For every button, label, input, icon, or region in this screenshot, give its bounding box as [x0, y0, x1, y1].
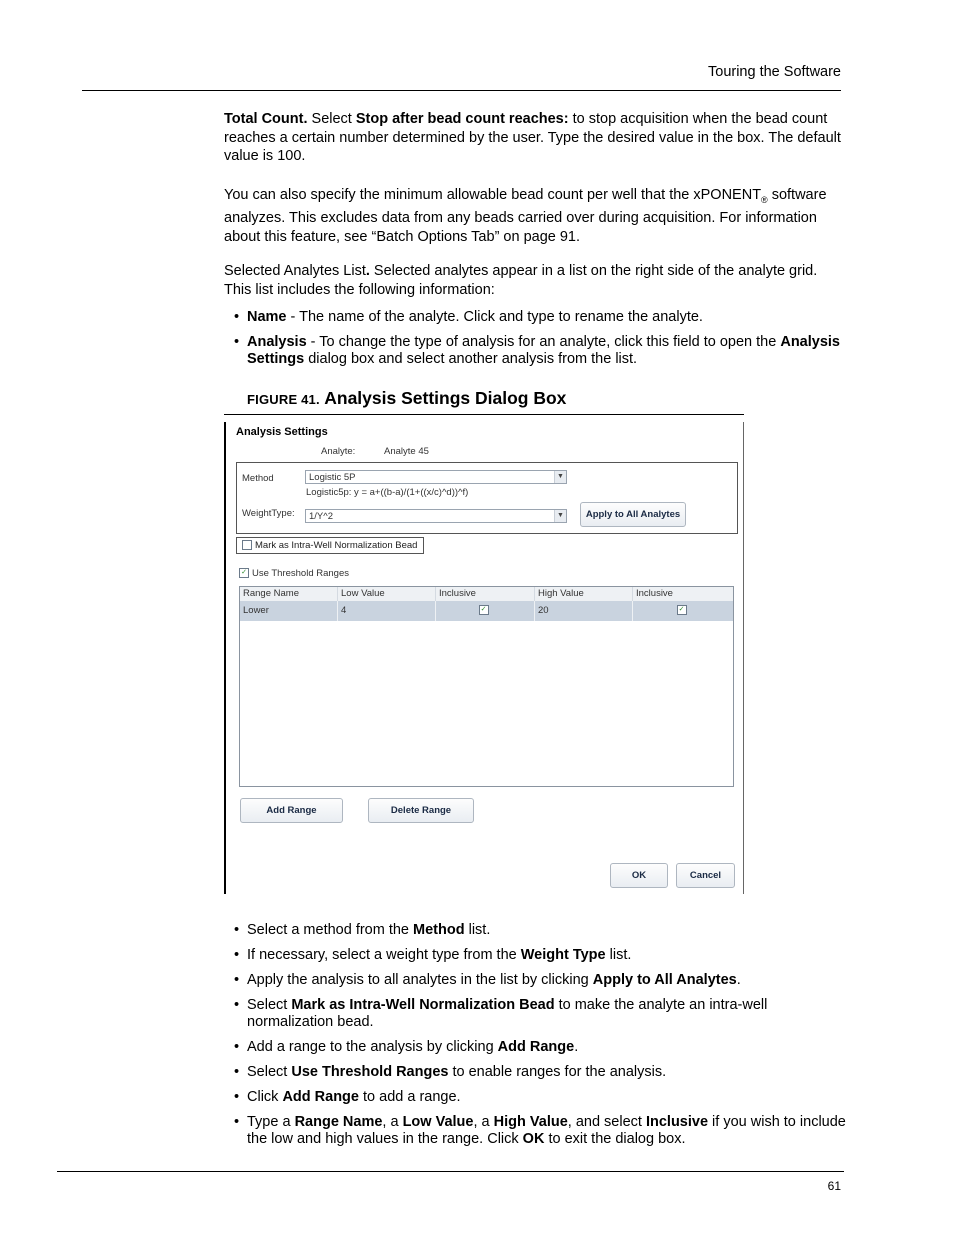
text: Select	[307, 111, 356, 127]
list-item	[234, 309, 846, 326]
term: Method	[413, 922, 465, 938]
footer-rule	[57, 1171, 844, 1172]
column-header: Inclusive	[436, 587, 535, 601]
term: Inclusive	[645, 1114, 709, 1130]
text: to add a range.	[358, 1089, 461, 1105]
threshold-option[interactable]	[239, 568, 349, 579]
grid-header	[240, 587, 733, 602]
text: .	[574, 1039, 579, 1055]
threshold-ranges-grid	[239, 586, 734, 787]
total-count-paragraph	[224, 110, 844, 166]
term: Low Value	[402, 1114, 474, 1130]
cancel-button[interactable]: Cancel	[676, 863, 735, 888]
term: Add Range	[497, 1039, 575, 1055]
column-header: Range Name	[240, 587, 338, 601]
column-header: Low Value	[338, 587, 436, 601]
text: Add a range to the analysis by clicking	[247, 1039, 498, 1055]
weight-type-select[interactable]	[305, 509, 567, 523]
text: to exit the dialog box.	[544, 1131, 686, 1147]
term: Weight Type	[520, 947, 606, 963]
header-rule	[82, 90, 841, 91]
chevron-down-icon: ▼	[554, 471, 566, 483]
text: to enable ranges for the analysis.	[448, 1064, 667, 1080]
text: .	[736, 972, 741, 988]
text: Select a method from the	[247, 922, 414, 938]
list-item	[234, 1089, 846, 1106]
column-header: Inclusive	[636, 588, 673, 599]
dialog-title: Analysis Settings	[236, 426, 328, 438]
text: Click	[247, 1089, 283, 1105]
text: Selected Analytes List	[224, 263, 366, 279]
delete-range-button[interactable]: Delete Range	[368, 798, 474, 823]
list-item	[234, 997, 846, 1031]
list-item	[234, 972, 846, 989]
checkbox-checked-icon[interactable]: ✓	[239, 568, 249, 578]
weight-selected: 1/Y^2	[309, 511, 334, 522]
term: Mark as Intra-Well Normalization Bead	[291, 997, 555, 1013]
list-item	[234, 947, 846, 964]
registered-mark: ®	[761, 194, 768, 205]
ok-button[interactable]: OK	[610, 863, 668, 888]
list-item	[234, 334, 846, 368]
term: Add Range	[282, 1089, 359, 1105]
term: Use Threshold Ranges	[291, 1064, 449, 1080]
range-name-cell[interactable]: Lower	[240, 601, 338, 621]
apply-to-all-analytes-button[interactable]: Apply to All Analytes	[580, 502, 686, 527]
figure-caption	[247, 388, 566, 409]
text: list.	[464, 922, 491, 938]
period: .	[365, 263, 370, 279]
method-group	[236, 462, 738, 534]
add-range-button[interactable]: Add Range	[240, 798, 343, 823]
term-total-count: Total Count.	[224, 111, 308, 127]
page-number: 61	[827, 1179, 841, 1193]
inclusive-high-cell[interactable]	[633, 601, 733, 621]
term: High Value	[493, 1114, 568, 1130]
low-value-cell[interactable]: 4	[338, 601, 436, 621]
analyte-value: Analyte 45	[384, 446, 429, 457]
text: Select	[247, 997, 292, 1013]
normalization-option[interactable]	[236, 537, 424, 554]
term: Analysis	[247, 334, 307, 350]
text: Select	[247, 1064, 292, 1080]
selected-analytes-paragraph	[224, 262, 844, 299]
weight-type-label: WeightType:	[242, 508, 295, 519]
list-item	[234, 922, 846, 939]
text: to make the analyte an intra-well normalization bead.	[247, 997, 768, 1030]
checkbox-icon[interactable]	[242, 540, 252, 550]
list-item	[234, 1114, 846, 1148]
instructions-list	[234, 922, 846, 1156]
text: You can also specify the minimum allowable bead count per well that the xPONENT	[224, 187, 762, 203]
text: - To change the type of analysis for an analyte, click this field to open the	[306, 334, 781, 350]
method-select[interactable]	[305, 470, 567, 484]
column-header: High Value	[535, 587, 633, 601]
term: OK	[522, 1131, 545, 1147]
high-value-cell[interactable]: 20	[535, 601, 633, 621]
text: , a	[473, 1114, 494, 1130]
running-header: Touring the Software	[708, 64, 841, 80]
term: Analysis Settings	[247, 334, 840, 367]
term: Name	[247, 309, 287, 325]
term-stop-after: Stop after bead count reaches:	[355, 111, 569, 127]
text: list.	[605, 947, 632, 963]
text: - The name of the analyte. Click and type to rename the analyte.	[286, 309, 703, 325]
term: Apply to All Analytes	[592, 972, 737, 988]
text: to stop acquisition when the bead count reaches a certain number determined by the user. Type the desired value in the box. The default value is 100.	[224, 111, 841, 164]
method-formula: Logistic5p: y = a+((b-a)/(1+((x/c)^d))^f)	[306, 487, 469, 498]
text: , and select	[567, 1114, 646, 1130]
figure-title: Analysis Settings Dialog Box	[324, 388, 567, 408]
text: Type a	[247, 1114, 295, 1130]
text: Selected analytes appear in a list on the right side of the analyte grid. This list includes the following information:	[224, 263, 818, 298]
table-row[interactable]	[240, 601, 733, 621]
text: if you wish to include the low and high values in the range. Click	[247, 1114, 846, 1147]
chevron-down-icon: ▼	[554, 510, 566, 522]
analysis-settings-dialog	[224, 422, 744, 894]
checkbox-checked-icon[interactable]: ✓	[479, 605, 489, 615]
figure-rule	[224, 414, 744, 415]
text: software analyzes. This excludes data from any beads carried over during acquisition. For information about this feature, see “Batch Options Tab” on page 91.	[224, 187, 827, 245]
min-bead-count-paragraph	[224, 186, 844, 246]
text: dialog box and select another analysis from the list.	[304, 351, 638, 367]
checkbox-checked-icon[interactable]: ✓	[677, 605, 687, 615]
term: Range Name	[294, 1114, 383, 1130]
figure-number: FIGURE 41.	[247, 392, 320, 407]
analyte-info-list	[234, 309, 846, 376]
list-item	[234, 1064, 846, 1081]
text: , a	[382, 1114, 403, 1130]
list-item	[234, 1039, 846, 1056]
analyte-label: Analyte:	[321, 446, 356, 457]
threshold-label: Use Threshold Ranges	[252, 568, 349, 579]
text: If necessary, select a weight type from the	[247, 947, 521, 963]
method-selected: Logistic 5P	[309, 472, 356, 483]
method-label: Method	[242, 473, 274, 484]
normalization-label: Mark as Intra-Well Normalization Bead	[255, 540, 418, 551]
inclusive-low-cell[interactable]	[436, 601, 535, 621]
text: Apply the analysis to all analytes in the list by clicking	[247, 972, 593, 988]
